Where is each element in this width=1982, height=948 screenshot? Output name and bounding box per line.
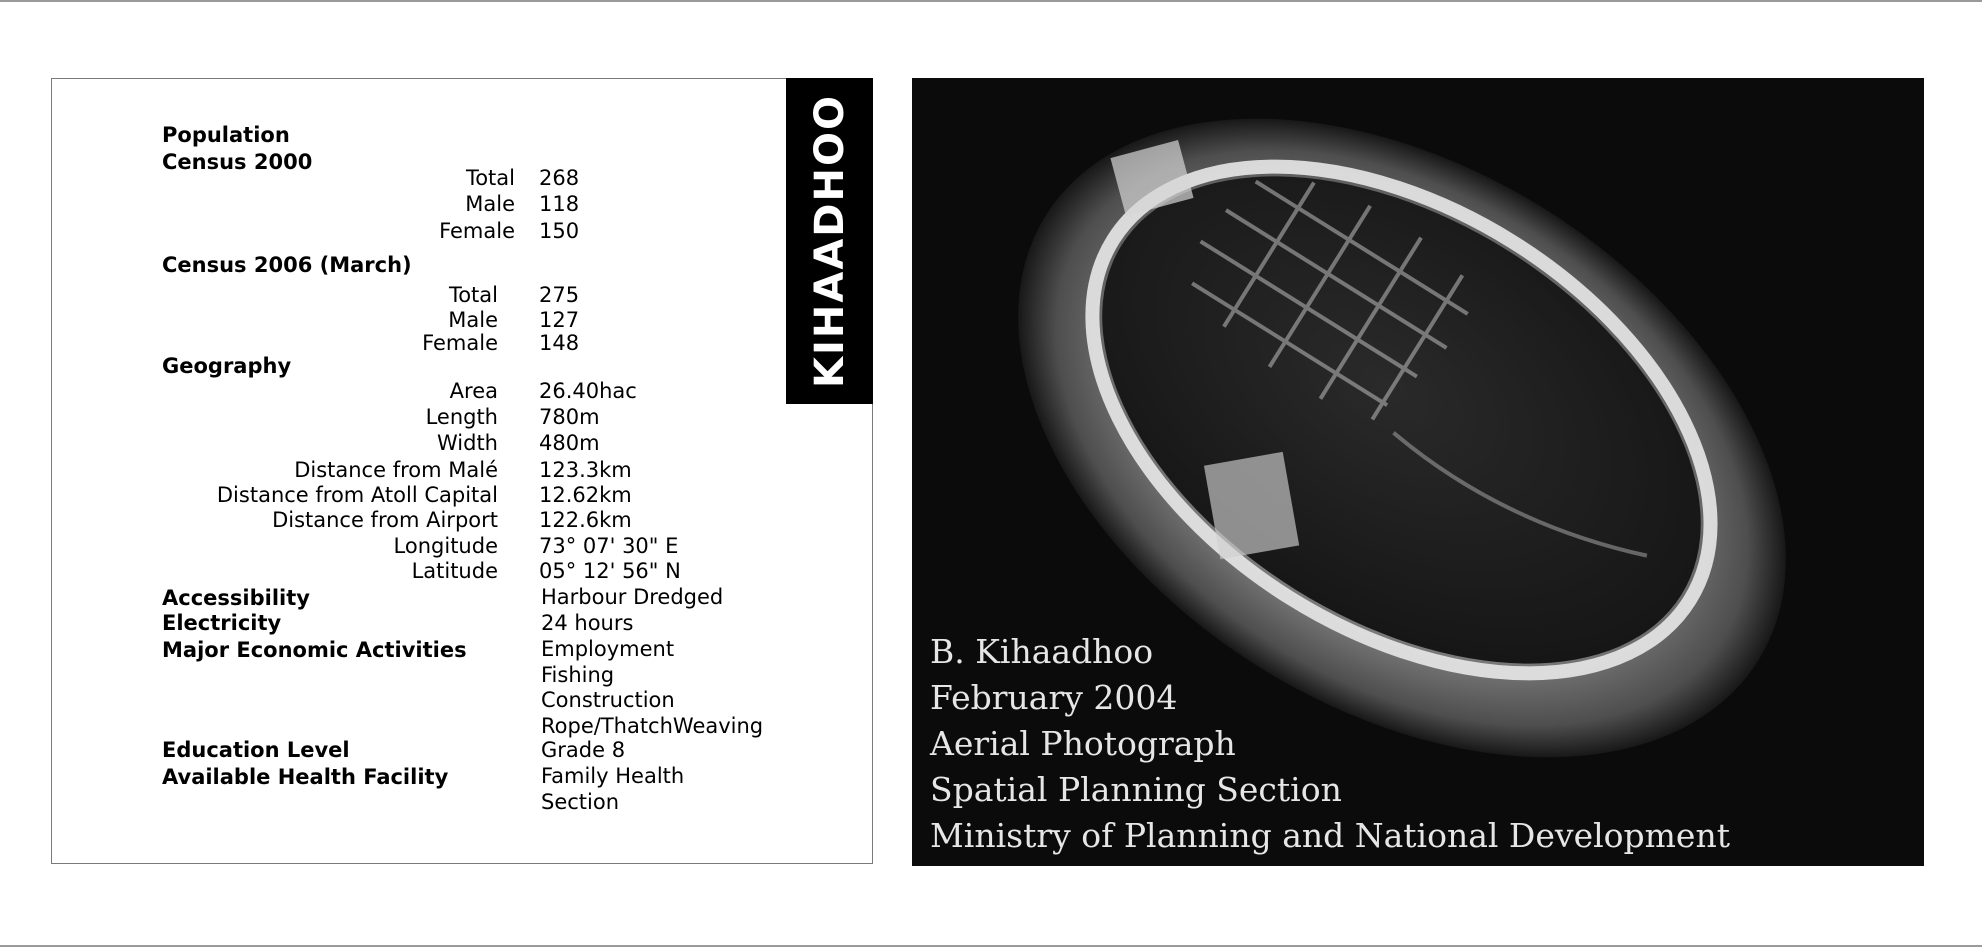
economic-activity-weaving: Rope/ThatchWeaving	[541, 714, 764, 738]
census-2006-female-label: Female	[422, 331, 498, 355]
accessibility-value: Harbour Dredged	[541, 585, 724, 609]
census-2000-male-label: Male	[465, 192, 515, 216]
geography-heading: Geography	[162, 354, 292, 378]
economic-activities-label: Major Economic Activities	[162, 638, 467, 662]
education-value: Grade 8	[541, 738, 626, 762]
caption-ministry: Ministry of Planning and National Development	[930, 816, 1730, 855]
geo-area-label: Area	[449, 379, 498, 403]
geo-longitude-label: Longitude	[393, 534, 498, 558]
census-2006-male-value: 127	[539, 308, 580, 332]
health-facility-value-line2: Section	[541, 790, 620, 814]
census-2000-female-value: 150	[539, 219, 580, 243]
economic-activity-fishing: Fishing	[541, 663, 615, 687]
census-2006-heading: Census 2006 (March)	[162, 253, 412, 277]
census-2006-male-label: Male	[448, 308, 498, 332]
accessibility-label: Accessibility	[162, 586, 310, 610]
caption-island: B. Kihaadhoo	[930, 632, 1154, 671]
caption-date: February 2004	[930, 678, 1178, 717]
geo-distance-atoll-capital-value: 12.62km	[539, 483, 632, 507]
geo-longitude-value: 73° 07' 30" E	[539, 534, 679, 558]
electricity-label: Electricity	[162, 611, 282, 635]
census-2000-total-label: Total	[465, 166, 515, 190]
geo-area-value: 26.40hac	[539, 379, 637, 403]
geo-latitude-value: 05° 12' 56" N	[539, 559, 681, 583]
caption-section: Spatial Planning Section	[930, 770, 1342, 809]
aerial-photograph	[912, 78, 1924, 866]
census-2006-total-value: 275	[539, 283, 580, 307]
geo-width-value: 480m	[539, 431, 600, 455]
geo-distance-atoll-capital-label: Distance from Atoll Capital	[216, 483, 498, 507]
island-name: KIHAADHOO	[806, 94, 853, 388]
island-name-tab	[786, 78, 873, 404]
geo-latitude-label: Latitude	[411, 559, 498, 583]
census-2000-total-value: 268	[539, 166, 580, 190]
geo-distance-airport-value: 122.6km	[539, 508, 632, 532]
census-2000-heading: Census 2000	[162, 150, 313, 174]
electricity-value: 24 hours	[541, 611, 634, 635]
health-facility-value-line1: Family Health	[541, 764, 685, 788]
census-2000-male-value: 118	[539, 192, 580, 216]
caption-type: Aerial Photograph	[930, 724, 1236, 763]
geo-length-value: 780m	[539, 405, 600, 429]
geo-distance-male-label: Distance from Malé	[294, 458, 498, 482]
economic-activity-employment: Employment	[541, 637, 675, 661]
census-2000-female-label: Female	[439, 219, 515, 243]
geo-width-label: Width	[436, 431, 498, 455]
education-label: Education Level	[162, 738, 350, 762]
census-2006-female-value: 148	[539, 331, 580, 355]
census-2006-total-label: Total	[448, 283, 498, 307]
bottom-rule	[0, 945, 1982, 947]
geo-distance-male-value: 123.3km	[539, 458, 632, 482]
economic-activity-construction: Construction	[541, 688, 675, 712]
top-rule	[0, 0, 1982, 2]
geo-distance-airport-label: Distance from Airport	[272, 508, 498, 532]
geo-length-label: Length	[425, 405, 498, 429]
health-facility-label: Available Health Facility	[162, 765, 449, 789]
population-heading: Population	[162, 123, 290, 147]
